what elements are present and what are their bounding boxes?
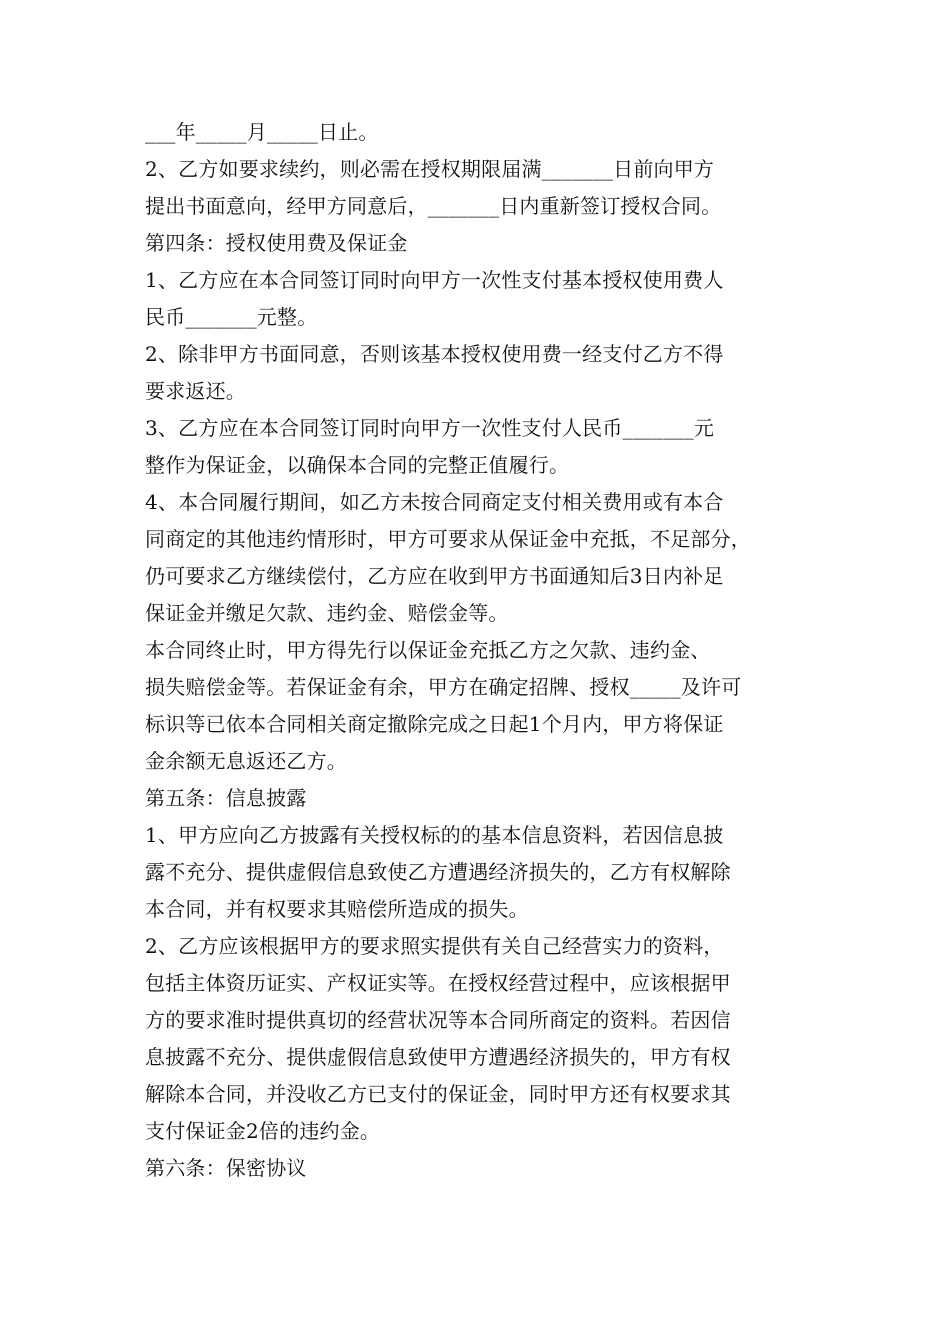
text-line: 解除本合同，并没收乙方已支付的保证金，同时甲方还有权要求其 [145,1082,731,1106]
text-line: 本合同，并有权要求其赔偿所造成的损失。 [145,897,529,921]
text-line: 1、甲方应向乙方披露有关授权标的的基本信息资料，若因信息披 [145,823,724,847]
text-line: 金余额无息返还乙方。 [145,749,347,773]
text-line: 标识等已依本合同相关商定撤除完成之日起1个月内，甲方将保证 [145,712,724,736]
text-line: 民币_______元整。 [145,305,318,329]
text-line: 方的要求准时提供真切的经营状况等本合同所商定的资料。若因信 [145,1008,731,1032]
text-line: 1、乙方应在本合同签订同时向甲方一次性支付基本授权使用费人 [145,268,724,292]
text-line: 2、除非甲方书面同意，否则该基本授权使用费一经支付乙方不得 [145,342,724,366]
text-line: ___年_____月_____日止。 [145,120,379,144]
section-heading: 第五条：信息披露 [145,786,307,810]
text-line: 保证金并缴足欠款、违约金、赔偿金等。 [145,601,509,625]
contract-page [145,114,815,1187]
text-line: 4、本合同履行期间，如乙方未按合同商定支付相关费用或有本合 [145,490,724,514]
text-line: 支付保证金2倍的违约金。 [145,1119,381,1143]
text-line: 要求返还。 [145,379,246,403]
text-line: 2、乙方如要求续约，则必需在授权期限届满_______日前向甲方 [145,157,715,181]
section-heading: 第六条：保密协议 [145,1156,307,1180]
text-line: 露不充分、提供虚假信息致使乙方遭遇经济损失的，乙方有权解除 [145,860,731,884]
text-line: 本合同终止时，甲方得先行以保证金充抵乙方之欠款、违约金、 [145,638,711,662]
text-line: 提出书面意向，经甲方同意后，_______日内重新签订授权合同。 [145,194,722,218]
text-line: 包括主体资历证实、产权证实等。在授权经营过程中，应该根据甲 [145,971,731,995]
text-line: 仍可要求乙方继续偿付，乙方应在收到甲方书面通知后3日内补足 [145,564,724,588]
text-line: 损失赔偿金等。若保证金有余，甲方在确定招牌、授权_____及许可 [145,675,742,699]
text-line: 同商定的其他违约情形时，甲方可要求从保证金中充抵，不足部分， [145,527,751,551]
text-line: 整作为保证金，以确保本合同的完整正值履行。 [145,453,570,477]
text-line: 息披露不充分、提供虚假信息致使甲方遭遇经济损失的，甲方有权 [145,1045,731,1069]
section-heading: 第四条：授权使用费及保证金 [145,231,408,255]
text-line: 3、乙方应在本合同签订同时向甲方一次性支付人民币_______元 [145,416,715,440]
text-line: 2、乙方应该根据甲方的要求照实提供有关自己经营实力的资料， [145,934,724,958]
